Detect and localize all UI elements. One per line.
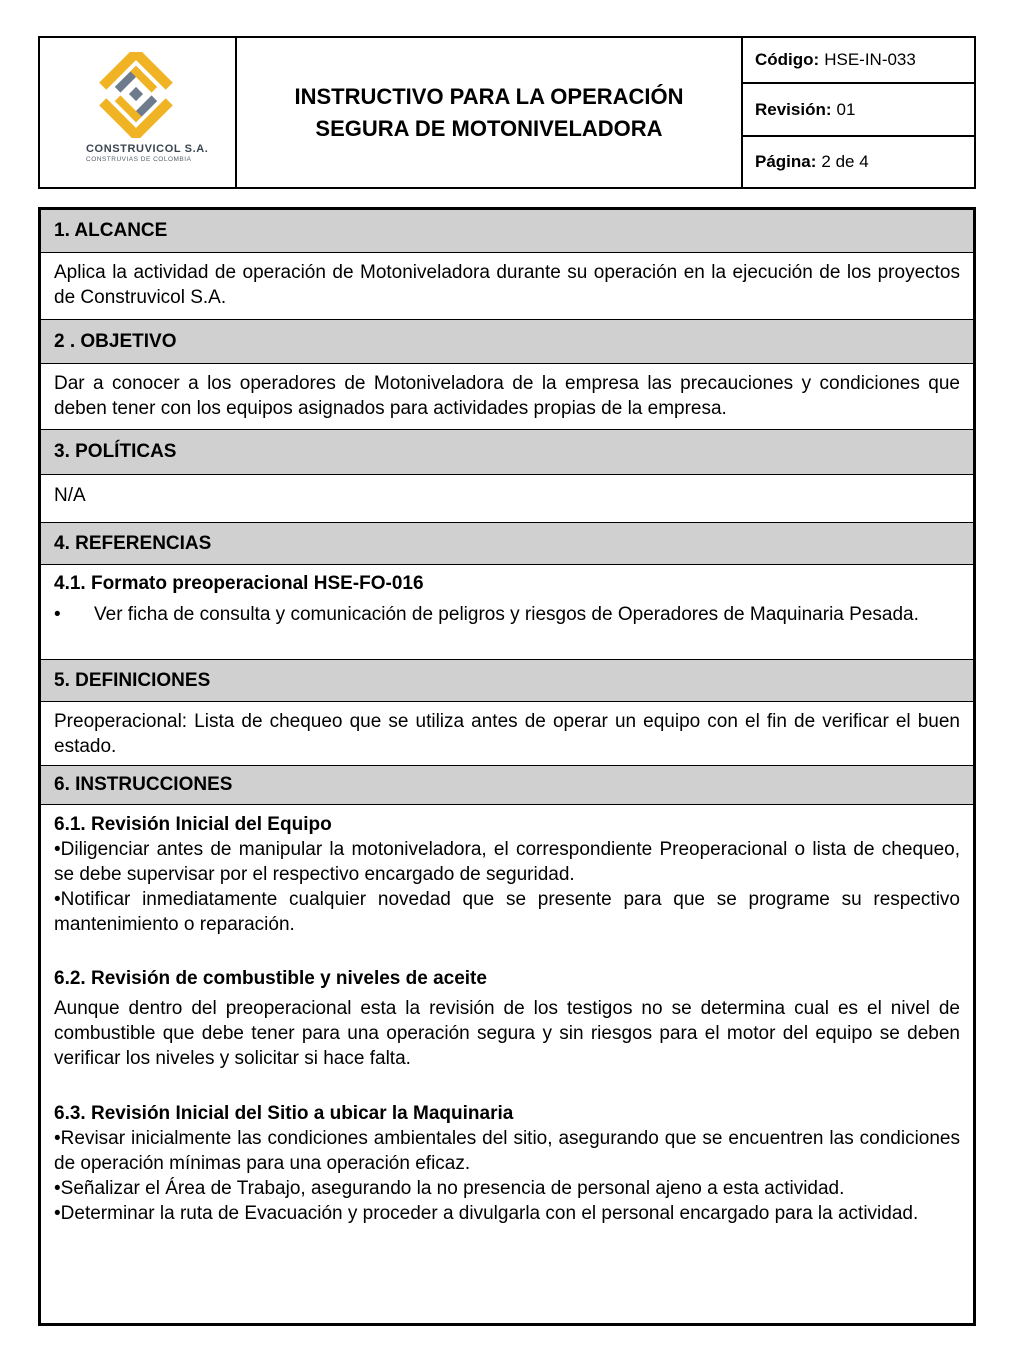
- document-title: [237, 38, 743, 187]
- definiciones-heading: 5. DEFINICIONES: [41, 660, 973, 702]
- referencias-subheading: 4.1. Formato preoperacional HSE-FO-016: [54, 573, 424, 594]
- alcance-text: Aplica la actividad de operación de Motoniveladora durante su operación en la ejecución de los proyectos de Construvicol S.A.: [41, 253, 973, 320]
- instr-6-3-line-1: •Revisar inicialmente las condiciones ambientales del sitio, asegurando que se encuentren las condiciones de operación mínimas para una operación eficaz.: [54, 1128, 960, 1174]
- document-meta: [743, 38, 974, 187]
- instr-6-3-line-3: •Determinar la ruta de Evacuación y proceder a divulgarla con el personal encargado para la actividad.: [54, 1203, 919, 1224]
- definiciones-text: Preoperacional: Lista de chequeo que se utiliza antes de operar un equipo con el fin de verificar el buen estado.: [41, 702, 973, 766]
- instr-6-1-title: 6.1. Revisión Inicial del Equipo: [54, 814, 332, 835]
- instr-6-2-title: 6.2. Revisión de combustible y niveles de aceite: [54, 968, 487, 989]
- instrucciones-body: [41, 805, 973, 1226]
- objetivo-text: Dar a conocer a los operadores de Motoniveladora de la empresa las precauciones y condiciones que deben tener con los equipos asignados para actividades propias de la empresa.: [41, 364, 973, 430]
- title-line-2: SEGURA DE MOTONIVELADORA: [315, 115, 663, 141]
- instr-6-1-line-1: •Diligenciar antes de manipular la motoniveladora, el correspondiente Preoperacional o lista de chequeo, se debe supervisar por el respectivo encargado de seguridad.: [54, 839, 960, 885]
- referencias-bullet: [54, 602, 960, 627]
- politicas-heading: 3. POLÍTICAS: [41, 430, 973, 475]
- referencias-heading: 4. REFERENCIAS: [41, 523, 973, 565]
- title-line-1: INSTRUCTIVO PARA LA OPERACIÓN: [294, 83, 684, 109]
- revision-cell: [743, 82, 974, 135]
- pagina-label: Página:: [755, 152, 817, 171]
- document-header: [38, 36, 976, 189]
- document-body: [38, 207, 976, 1326]
- bullet-icon: •: [54, 604, 61, 625]
- pagina-value: 2 de 4: [821, 152, 869, 171]
- codigo-value: HSE-IN-033: [824, 50, 916, 69]
- referencias-body: [41, 565, 973, 660]
- revision-value: 01: [836, 99, 856, 119]
- instr-6-3-line-2: •Señalizar el Área de Trabajo, asegurando la no presencia de personal ajeno a esta actividad.: [54, 1178, 845, 1199]
- logo-company-sub: CONSTRUVIAS DE COLOMBIA: [86, 156, 192, 163]
- construvicol-logo-icon: [82, 52, 190, 138]
- pagina-cell: [743, 135, 974, 187]
- instr-6-1-line-2: •Notificar inmediatamente cualquier novedad que se presente para que se programe su respectivo mantenimiento o reparación.: [54, 889, 960, 935]
- logo-cell: [40, 38, 237, 187]
- instr-6-2-text: Aunque dentro del preoperacional esta la revisión de los testigos no se determina cual es el nivel de combustible que debe tener para una operación segura y sin riesgos para el motor del equipo se deben verificar los niveles y solicitar si hace falta.: [54, 998, 960, 1069]
- revision-label: Revisión:: [755, 99, 832, 119]
- instrucciones-heading: 6. INSTRUCCIONES: [41, 766, 973, 805]
- instr-6-3-title: 6.3. Revisión Inicial del Sitio a ubicar la Maquinaria: [54, 1103, 514, 1124]
- referencias-bullet-text: Ver ficha de consulta y comunicación de peligros y riesgos de Operadores de Maquinaria Pesada.: [94, 604, 919, 625]
- objetivo-heading: 2 . OBJETIVO: [41, 320, 973, 364]
- alcance-heading: 1. ALCANCE: [41, 210, 973, 253]
- codigo-cell: [743, 38, 974, 82]
- politicas-text: N/A: [41, 475, 973, 523]
- logo-company-name: CONSTRUVICOL S.A.: [86, 143, 209, 155]
- codigo-label: Código:: [755, 50, 820, 69]
